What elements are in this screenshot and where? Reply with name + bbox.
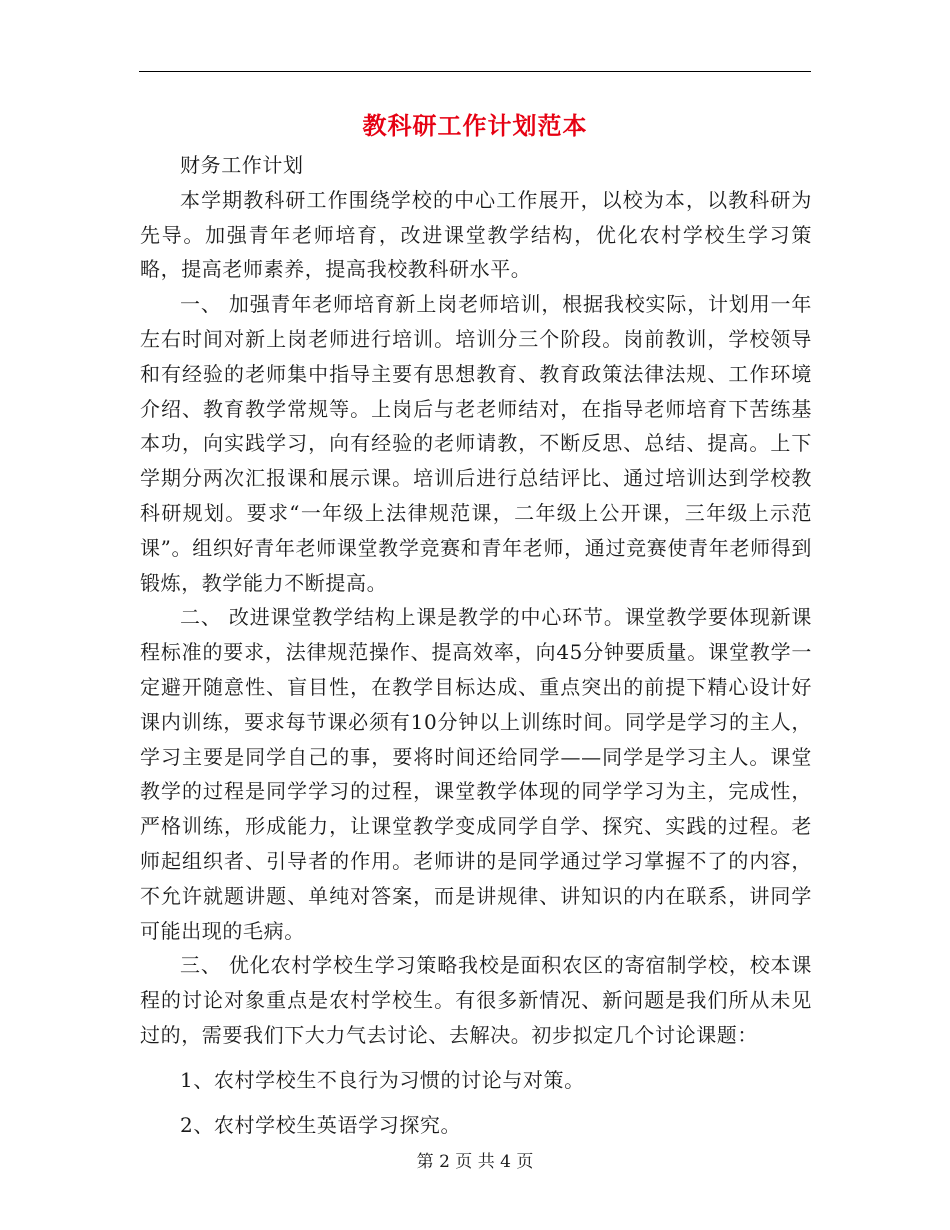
paragraph: 一、 加强青年老师培育新上岗老师培训，根据我校实际，计划用一年左右时间对新上岗老师进行培训。培训分三个阶段。岗前教训，学校领导和有经验的老师集中指导主要有思想教育、教育政策法律法规、工作环境介绍、教育教学常规等。上岗后与老老师结对，在指导老师培育下苦练基本功，向实践学习，向有经验的老师请教，不断反思、总结、提高。上下学期分两次汇报课和展示课。培训后进行总结评比、通过培训达到学校教科研规划。要求“一年级上法律规范课，二年级上公开课，三年级上示范课”。组织好青年老师课堂教学竞赛和青年老师，通过竞赛使青年老师得到锻炼，教学能力不断提高。 bbox=[140, 292, 812, 595]
paragraph: 本学期教科研工作围绕学校的中心工作展开，以校为本，以教科研为先导。加强青年老师培育，改进课堂教学结构，优化农村学校生学习策略，提高老师素养，提高我校教科研水平。 bbox=[140, 187, 812, 282]
document-body bbox=[140, 148, 812, 1142]
page-footer: 第 2 页 共 4 页 bbox=[416, 1152, 534, 1172]
paragraph: 三、 优化农村学校生学习策略我校是面积农区的寄宿制学校，校本课程的讨论对象重点是农村学校生。有很多新情况、新问题是我们所从未见过的，需要我们下大力气去讨论、去解决。初步拟定几个讨论课题： bbox=[140, 953, 812, 1047]
list-item: 2、农村学校生英语学习探究。 bbox=[180, 1112, 462, 1137]
paragraph: 二、 改进课堂教学结构上课是教学的中心环节。课堂教学要体现新课程标准的要求，法律规范操作、提高效率，向45分钟要质量。课堂教学一定避开随意性、盲目性，在教学目标达成、重点突出的前提下精心设计好课内训练，要求每节课必须有10分钟以上训练时间。同学是学习的主人，学习主要是同学自己的事，要将时间还给同学——同学是学习主人。课堂教学的过程是同学学习的过程，课堂教学体现的同学学习为主，完成性，严格训练，形成能力，让课堂教学变成同学自学、探究、实践的过程。老师起组织者、引导者的作用。老师讲的是同学通过学习掌握不了的内容，不允许就题讲题、单纯对答案，而是讲规律、讲知识的内在联系，讲同学可能出现的毛病。 bbox=[140, 605, 812, 943]
paragraph: 财务工作计划 bbox=[180, 153, 304, 177]
list-item: 1、农村学校生不良行为习惯的讨论与对策。 bbox=[180, 1067, 585, 1092]
document-title: 教科研工作计划范本 bbox=[362, 111, 588, 140]
header-rule bbox=[139, 71, 811, 72]
